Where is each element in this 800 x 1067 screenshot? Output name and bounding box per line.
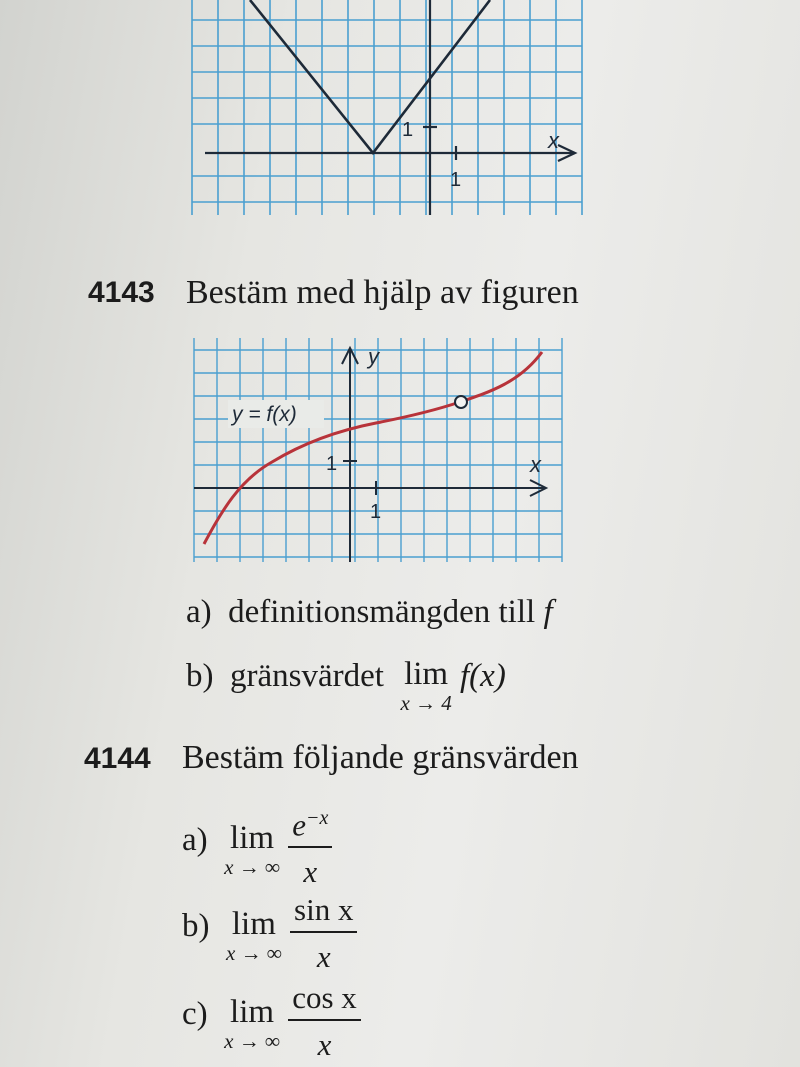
fraction-numerator: cos x [288,982,361,1021]
problem-4144-number: 4144 [84,742,151,775]
item-function-symbol: f [543,594,553,630]
item-letter: b) [182,908,210,944]
fraction [290,894,357,972]
function-graph-tick-y-label: 1 [326,453,338,475]
problem-4143-item-a [186,594,553,631]
lim-word: lim [231,906,276,942]
problem-4144-item-a [182,807,332,890]
numerator-exponent: −x [305,807,329,829]
problem-4143-item-b [186,658,506,714]
function-graph-tick-x-label: 1 [370,501,382,523]
problem-4143-title: Bestäm med hjälp av figuren [186,274,579,311]
limit-operator [226,908,282,964]
item-letter: b) [186,658,214,694]
top-graph-tick-x-label: 1 [450,169,462,191]
fraction-denominator: x [317,1027,332,1062]
limit-operator [224,822,280,878]
lim-subscript: x → ∞ [224,1029,280,1053]
problem-4144-title: Bestäm följande gränsvärden [182,739,579,776]
fraction-denominator: x [316,939,331,974]
open-point-hole [455,396,467,408]
problem-4143-number: 4143 [88,276,155,309]
lim-word: lim [230,820,275,856]
top-graph-grid [192,0,582,215]
limit-operator [224,996,280,1052]
lim-subscript: x → ∞ [226,941,282,965]
top-graph-x-label: x [548,128,559,153]
lim-subscript: x → 4 [400,691,452,715]
function-graph-y-label: y [368,344,379,369]
curve-label: y = f(x) [232,403,297,426]
problem-4144-item-b [182,894,357,972]
problem-4144-item-c [182,982,361,1060]
function-graph [180,330,580,570]
item-letter: a) [186,594,212,630]
lim-subscript: x → ∞ [224,855,280,879]
limit-operator [400,658,451,714]
fraction-numerator: sin x [290,894,357,933]
item-letter: c) [182,996,208,1032]
limit-expression: f(x) [460,658,506,694]
top-graph-tick-y-label: 1 [402,119,414,141]
lim-word: lim [230,994,275,1030]
item-text: gränsvärdet [230,658,384,694]
fraction-denominator: x [303,854,318,890]
top-graph-v-curve [250,0,490,153]
fraction-numerator: $e^{-x}$ [288,808,332,848]
item-text: definitionsmängden till [228,594,536,630]
item-letter: a) [182,822,208,858]
function-graph-x-label: x [530,452,541,477]
lim-word: lim [404,656,449,692]
fraction [288,982,361,1060]
function-graph-grid [194,338,562,562]
fraction [288,807,332,890]
top-graph [180,0,600,230]
